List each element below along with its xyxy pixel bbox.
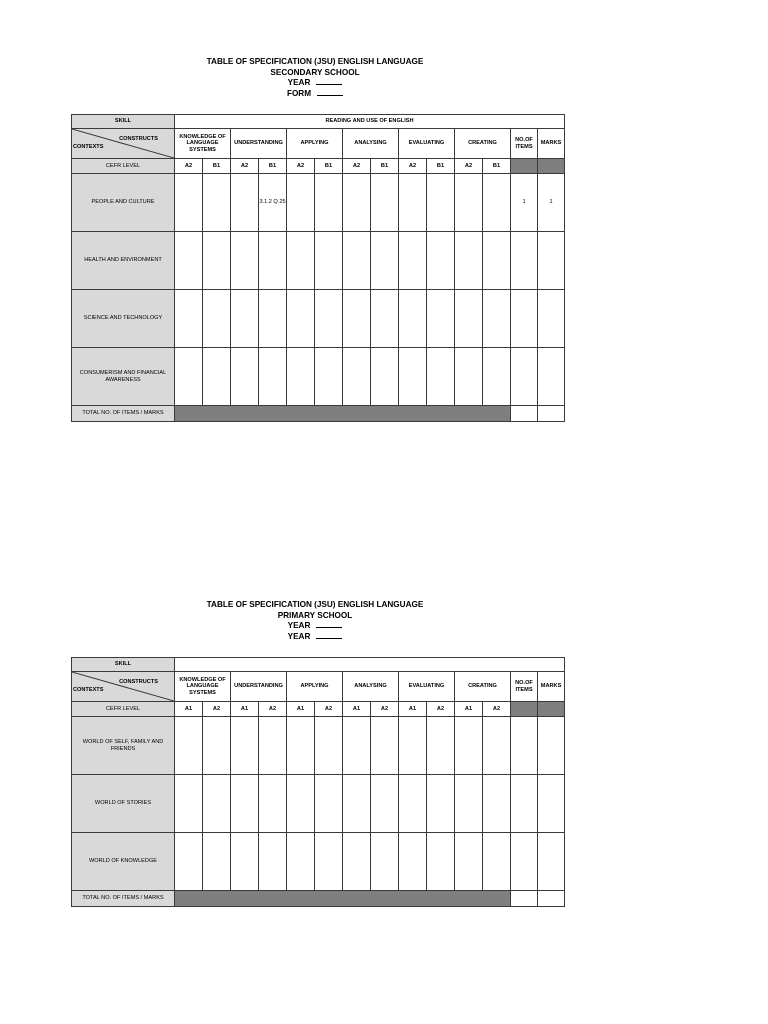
grid-cell[interactable]	[175, 775, 203, 833]
grid-cell[interactable]	[175, 232, 203, 290]
primary-year-field	[170, 621, 460, 632]
marks-cell[interactable]	[538, 717, 565, 775]
grid-cell[interactable]	[427, 290, 455, 348]
primary-header	[170, 600, 460, 642]
cefr-level-cell: B1	[427, 159, 455, 174]
section-header	[175, 658, 565, 672]
grid-cell[interactable]	[231, 232, 259, 290]
table-row	[72, 775, 565, 833]
topic-label: WORLD OF STORIES	[72, 775, 175, 833]
construct-header: APPLYING	[287, 672, 343, 702]
grid-cell[interactable]	[287, 717, 315, 775]
grid-cell[interactable]	[483, 348, 511, 406]
grid-cell[interactable]	[259, 232, 287, 290]
constructs-label: CONSTRUCTS	[119, 679, 158, 685]
table-row	[72, 891, 565, 907]
cefr-level-cell: B1	[483, 159, 511, 174]
cefr-level-cell: A1	[343, 702, 371, 717]
grid-cell[interactable]	[203, 232, 231, 290]
total-marks-cell[interactable]	[538, 406, 565, 422]
cefr-level-cell: A2	[427, 702, 455, 717]
grid-cell[interactable]	[203, 775, 231, 833]
grid-cell[interactable]	[315, 348, 343, 406]
cefr-level-cell: A2	[315, 702, 343, 717]
cefr-level-cell: A2	[455, 159, 483, 174]
grid-cell[interactable]	[315, 775, 343, 833]
constructs-label: CONSTRUCTS	[119, 136, 158, 142]
secondary-year-field	[170, 78, 460, 89]
contexts-label: CONTEXTS	[73, 686, 104, 693]
table-row	[72, 115, 565, 129]
table-row	[72, 717, 565, 775]
grid-cell[interactable]	[483, 717, 511, 775]
year-label: YEAR	[287, 78, 311, 87]
constructs-contexts-header	[72, 129, 175, 159]
total-label: TOTAL NO. OF ITEMS / MARKS	[72, 891, 175, 907]
shaded-total-band	[175, 406, 511, 422]
year-label: YEAR	[287, 621, 311, 630]
grid-cell[interactable]	[175, 833, 203, 891]
no-items-header: NO.OF ITEMS	[511, 129, 538, 159]
grid-cell[interactable]	[483, 174, 511, 232]
grid-cell[interactable]	[287, 833, 315, 891]
grid-cell[interactable]	[203, 348, 231, 406]
cefr-level-cell: A1	[455, 702, 483, 717]
grid-cell[interactable]	[399, 232, 427, 290]
grid-cell[interactable]	[371, 775, 399, 833]
shaded-cell	[538, 159, 565, 174]
table-row	[72, 159, 565, 174]
cefr-level-cell: A2	[175, 159, 203, 174]
topic-label: WORLD OF SELF, FAMILY AND FRIENDS	[72, 717, 175, 775]
table-row	[72, 406, 565, 422]
grid-cell[interactable]	[371, 290, 399, 348]
table-row	[72, 174, 565, 232]
grid-cell[interactable]	[175, 717, 203, 775]
item-note: 3.1.2 Q.25	[259, 199, 286, 206]
no-items-header: NO.OF ITEMS	[511, 672, 538, 702]
topic-label: HEALTH AND ENVIRONMENT	[72, 232, 175, 290]
grid-cell[interactable]	[427, 348, 455, 406]
grid-cell[interactable]	[399, 833, 427, 891]
grid-cell[interactable]	[231, 717, 259, 775]
total-items-cell[interactable]	[511, 891, 538, 907]
grid-cell[interactable]	[483, 833, 511, 891]
cefr-level-cell: A1	[175, 702, 203, 717]
construct-header: UNDERSTANDING	[231, 129, 287, 159]
cefr-level-cell: A2	[259, 702, 287, 717]
grid-cell[interactable]	[259, 290, 287, 348]
cefr-level-cell: A2	[203, 702, 231, 717]
grid-cell[interactable]	[315, 290, 343, 348]
primary-school-name: PRIMARY SCHOOL	[277, 610, 353, 620]
cefr-level-cell: A1	[231, 702, 259, 717]
no-items-cell[interactable]: 1	[511, 174, 538, 232]
cefr-level-cell: B1	[259, 159, 287, 174]
year-blank[interactable]	[316, 632, 342, 639]
cefr-level-cell: A1	[287, 702, 315, 717]
grid-cell[interactable]	[343, 290, 371, 348]
grid-cell[interactable]	[371, 174, 399, 232]
grid-cell[interactable]	[203, 833, 231, 891]
cefr-level-cell: A2	[399, 159, 427, 174]
cefr-level-cell: B1	[315, 159, 343, 174]
grid-cell[interactable]	[455, 348, 483, 406]
marks-header: MARKS	[538, 672, 565, 702]
topic-label: PEOPLE AND CULTURE	[72, 174, 175, 232]
construct-header: EVALUATING	[399, 129, 455, 159]
grid-cell[interactable]	[231, 775, 259, 833]
grid-cell[interactable]	[175, 174, 203, 232]
marks-cell[interactable]	[538, 232, 565, 290]
marks-cell[interactable]	[538, 775, 565, 833]
grid-cell[interactable]	[343, 174, 371, 232]
construct-header: KNOWLEDGE OF LANGUAGE SYSTEMS	[175, 129, 231, 159]
grid-cell[interactable]	[343, 232, 371, 290]
no-items-cell[interactable]	[511, 348, 538, 406]
grid-cell[interactable]	[399, 290, 427, 348]
marks-header: MARKS	[538, 129, 565, 159]
grid-cell[interactable]	[231, 290, 259, 348]
marks-cell[interactable]	[538, 833, 565, 891]
secondary-spec-table	[71, 114, 565, 422]
primary-spec-table	[71, 657, 565, 907]
no-items-cell[interactable]	[511, 717, 538, 775]
grid-cell[interactable]	[259, 775, 287, 833]
no-items-cell[interactable]	[511, 232, 538, 290]
primary-year-field-2	[170, 632, 460, 643]
grid-cell[interactable]	[427, 174, 455, 232]
cefr-level-label: CEFR LEVEL	[72, 702, 175, 717]
grid-cell[interactable]	[203, 174, 231, 232]
grid-cell[interactable]	[427, 717, 455, 775]
year-label: YEAR	[287, 631, 311, 641]
grid-cell[interactable]	[259, 833, 287, 891]
grid-cell[interactable]	[259, 717, 287, 775]
secondary-header	[170, 57, 460, 99]
grid-cell[interactable]	[399, 775, 427, 833]
grid-cell[interactable]	[427, 775, 455, 833]
cefr-level-cell: A2	[343, 159, 371, 174]
shaded-cell	[511, 159, 538, 174]
form-blank[interactable]	[317, 89, 343, 96]
construct-header: EVALUATING	[399, 672, 455, 702]
grid-cell[interactable]	[315, 833, 343, 891]
grid-cell[interactable]	[287, 290, 315, 348]
grid-cell[interactable]	[455, 717, 483, 775]
construct-header: UNDERSTANDING	[231, 672, 287, 702]
grid-cell[interactable]	[399, 174, 427, 232]
shaded-total-band	[175, 891, 511, 907]
total-label: TOTAL NO. OF ITEMS / MARKS	[72, 406, 175, 422]
grid-cell[interactable]	[287, 348, 315, 406]
grid-cell[interactable]	[203, 717, 231, 775]
construct-header: APPLYING	[287, 129, 343, 159]
cefr-level-cell: A2	[231, 159, 259, 174]
grid-cell[interactable]	[483, 232, 511, 290]
grid-cell[interactable]	[315, 717, 343, 775]
marks-cell[interactable]	[538, 348, 565, 406]
grid-cell[interactable]	[259, 348, 287, 406]
grid-cell[interactable]	[259, 174, 287, 232]
no-items-cell[interactable]	[511, 775, 538, 833]
grid-cell[interactable]	[371, 717, 399, 775]
table-row	[72, 658, 565, 672]
grid-cell[interactable]	[315, 232, 343, 290]
grid-cell[interactable]	[455, 775, 483, 833]
table-row	[72, 129, 565, 159]
construct-header: KNOWLEDGE OF LANGUAGE SYSTEMS	[175, 672, 231, 702]
table-row	[72, 232, 565, 290]
grid-cell[interactable]	[399, 348, 427, 406]
shaded-cell	[538, 702, 565, 717]
secondary-title: TABLE OF SPECIFICATION (JSU) ENGLISH LANGUAGE	[206, 57, 424, 66]
total-items-cell[interactable]	[511, 406, 538, 422]
shaded-cell	[511, 702, 538, 717]
no-items-cell[interactable]	[511, 290, 538, 348]
grid-cell[interactable]	[427, 232, 455, 290]
section-header: READING AND USE OF ENGLISH	[175, 115, 565, 129]
secondary-form-field	[170, 89, 460, 100]
table-row	[72, 672, 565, 702]
grid-cell[interactable]	[371, 232, 399, 290]
total-marks-cell[interactable]	[538, 891, 565, 907]
cefr-level-cell: A1	[399, 702, 427, 717]
grid-cell[interactable]	[175, 290, 203, 348]
construct-header: ANALYSING	[343, 129, 399, 159]
grid-cell[interactable]	[483, 775, 511, 833]
grid-cell[interactable]	[399, 717, 427, 775]
grid-cell[interactable]	[343, 833, 371, 891]
year-blank[interactable]	[316, 78, 342, 85]
grid-cell[interactable]	[231, 833, 259, 891]
grid-cell[interactable]	[287, 775, 315, 833]
grid-cell[interactable]	[455, 833, 483, 891]
grid-cell[interactable]	[287, 232, 315, 290]
no-items-cell[interactable]	[511, 833, 538, 891]
grid-cell[interactable]	[483, 290, 511, 348]
cefr-level-cell: A2	[483, 702, 511, 717]
table-row	[72, 348, 565, 406]
grid-cell[interactable]	[203, 290, 231, 348]
construct-header: CREATING	[455, 672, 511, 702]
cefr-level-label: CEFR LEVEL	[72, 159, 175, 174]
cefr-level-cell: B1	[203, 159, 231, 174]
topic-label: CONSUMERISM AND FINANCIAL AWARENESS	[72, 348, 175, 406]
grid-cell[interactable]	[455, 232, 483, 290]
grid-cell[interactable]	[175, 348, 203, 406]
table-row	[72, 290, 565, 348]
constructs-contexts-header	[72, 672, 175, 702]
construct-header: CREATING	[455, 129, 511, 159]
primary-title: TABLE OF SPECIFICATION (JSU) ENGLISH LANGUAGE	[206, 600, 424, 609]
topic-label: SCIENCE AND TECHNOLOGY	[72, 290, 175, 348]
marks-cell[interactable]	[538, 290, 565, 348]
contexts-label: CONTEXTS	[73, 143, 104, 150]
topic-label: WORLD OF KNOWLEDGE	[72, 833, 175, 891]
construct-header: ANALYSING	[343, 672, 399, 702]
grid-cell[interactable]	[287, 174, 315, 232]
grid-cell[interactable]	[371, 833, 399, 891]
cefr-level-cell: A2	[287, 159, 315, 174]
secondary-school-name: SECONDARY SCHOOL	[270, 67, 360, 77]
grid-cell[interactable]	[343, 775, 371, 833]
grid-cell[interactable]	[455, 174, 483, 232]
year-blank[interactable]	[316, 621, 342, 628]
grid-cell[interactable]	[427, 833, 455, 891]
cefr-level-cell: A2	[371, 702, 399, 717]
grid-cell[interactable]	[371, 348, 399, 406]
grid-cell[interactable]	[455, 290, 483, 348]
grid-cell[interactable]	[343, 717, 371, 775]
cefr-level-cell: B1	[371, 159, 399, 174]
skill-header: SKILL	[72, 658, 175, 672]
grid-cell[interactable]	[315, 174, 343, 232]
grid-cell[interactable]	[231, 174, 259, 232]
skill-header: SKILL	[72, 115, 175, 129]
table-row	[72, 833, 565, 891]
table-row	[72, 702, 565, 717]
grid-cell[interactable]	[231, 348, 259, 406]
grid-cell[interactable]	[343, 348, 371, 406]
marks-cell[interactable]: 1	[538, 174, 565, 232]
form-label: FORM	[286, 88, 312, 98]
